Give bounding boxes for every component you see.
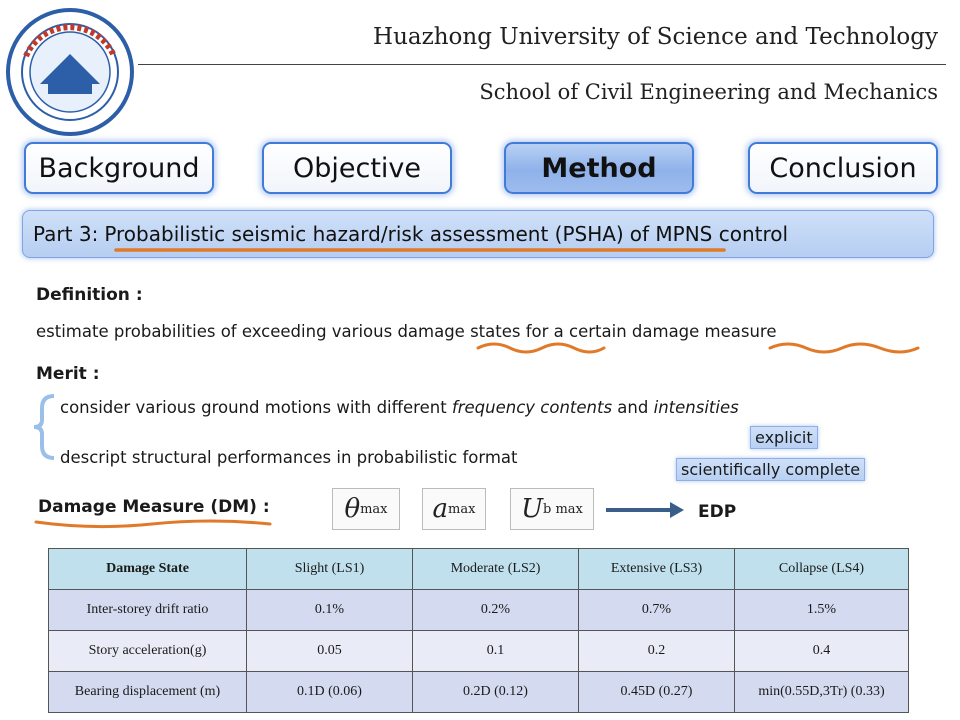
damage-states-squiggle [476, 340, 606, 356]
table-cell: 0.2D (0.12) [413, 672, 579, 713]
header-damage-state: Damage State [49, 549, 247, 590]
table-cell: 0.45D (0.27) [579, 672, 735, 713]
table-cell: 0.1% [247, 590, 413, 631]
definition-label: Definition : [36, 285, 143, 305]
university-name: Huazhong University of Science and Technology [373, 24, 938, 50]
theta-max-symbol: θ max [332, 488, 400, 530]
part-title: Probabilistic seismic hazard/risk assessment (PSHA) [104, 222, 624, 246]
u-bmax-symbol: U b max [510, 488, 594, 530]
header-extensive: Extensive (LS3) [579, 549, 735, 590]
tab-conclusion[interactable]: Conclusion [748, 142, 938, 194]
explicit-badge: explicit [750, 426, 818, 449]
tab-background[interactable]: Background [24, 142, 214, 194]
table-cell: 0.2 [579, 631, 735, 672]
table-row [49, 631, 909, 672]
header-collapse: Collapse (LS4) [735, 549, 909, 590]
table-header-row [49, 549, 909, 590]
table-cell: 0.7% [579, 590, 735, 631]
part-title-underline [112, 244, 732, 256]
definition-text: estimate probabilities of exceeding various damage states for a certain damage measure [36, 322, 777, 341]
university-seal-icon [4, 6, 136, 138]
merit-bracket-icon [30, 392, 58, 462]
damage-measure-label-squiggle [34, 516, 272, 532]
damage-state-table [48, 548, 909, 713]
table-cell: Bearing displacement (m) [49, 672, 247, 713]
merit-line-1: consider various ground motions with different frequency contents and intensities [60, 398, 739, 417]
merit-line-2: descript structural performances in probabilistic format [60, 448, 518, 467]
table-row [49, 590, 909, 631]
table-cell: 0.4 [735, 631, 909, 672]
tab-objective[interactable]: Objective [262, 142, 452, 194]
table-cell: Story acceleration(g) [49, 631, 247, 672]
table-cell: 1.5% [735, 590, 909, 631]
edp-label: EDP [698, 502, 737, 522]
damage-measure-squiggle [768, 340, 920, 356]
table-cell: min(0.55D,3Tr) (0.33) [735, 672, 909, 713]
part-suffix: of MPNS control [629, 222, 789, 246]
table-cell: Inter-storey drift ratio [49, 590, 247, 631]
arrow-right-icon [604, 500, 686, 520]
header-moderate: Moderate (LS2) [413, 549, 579, 590]
header-divider [138, 64, 946, 65]
table-cell: 0.2% [413, 590, 579, 631]
table-cell: 0.05 [247, 631, 413, 672]
damage-measure-label: Damage Measure (DM) : [38, 497, 270, 517]
part-number: Part 3: [33, 222, 99, 246]
table-row [49, 672, 909, 713]
tab-method[interactable]: Method [504, 142, 694, 194]
scientifically-complete-badge: scientifically complete [676, 458, 865, 481]
header-slight: Slight (LS1) [247, 549, 413, 590]
table-cell: 0.1 [413, 631, 579, 672]
merit-label: Merit : [36, 364, 100, 384]
school-name: School of Civil Engineering and Mechanics [479, 80, 938, 104]
table-cell: 0.1D (0.06) [247, 672, 413, 713]
a-max-symbol: a max [422, 488, 486, 530]
